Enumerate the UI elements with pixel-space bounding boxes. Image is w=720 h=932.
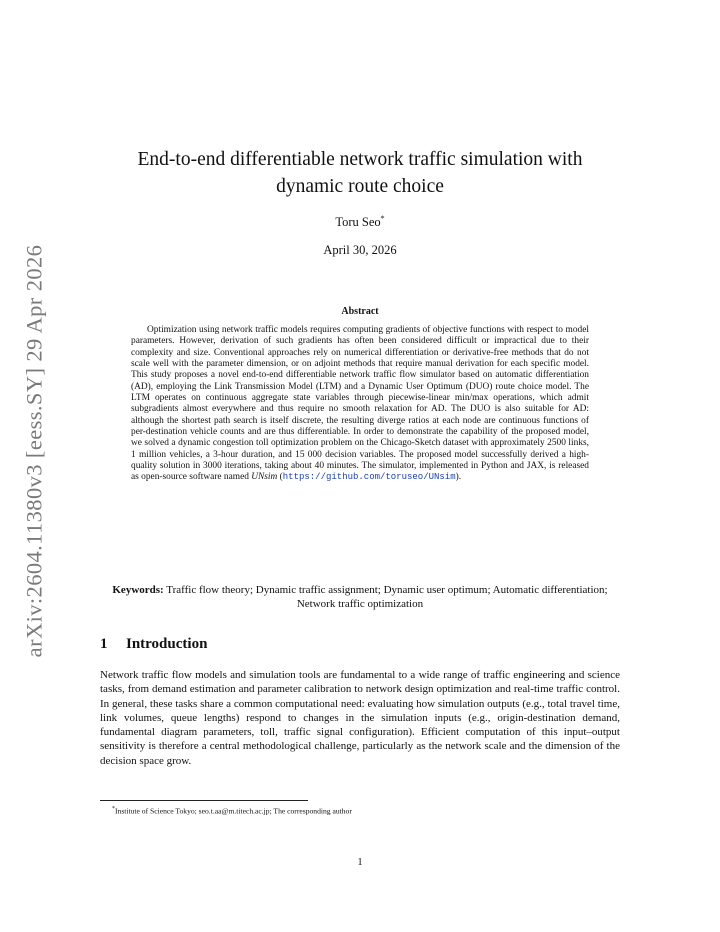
footnote <box>112 806 352 816</box>
footnote-text: Institute of Science Tokyo; seo.t.aa@m.titech.ac.jp; The corresponding author <box>115 806 352 816</box>
paper-date: April 30, 2026 <box>323 243 397 257</box>
abstract-body <box>131 325 589 484</box>
abstract-open-paren: ( <box>277 472 283 483</box>
software-name: UNsim <box>251 472 278 483</box>
paper-title-line-1: End-to-end differentiable network traffic simulation with <box>137 149 583 170</box>
github-link[interactable]: https://github.com/toruseo/UNsim <box>282 472 456 483</box>
section-heading <box>100 636 207 653</box>
introduction-paragraph: Network traffic flow models and simulation tools are fundamental to a wide range of traffic engineering and science tasks, from demand estimation and parameter calibration to network design optimization and real-time traffic control. In general, these tasks share a common computational need: evaluating how simulation outputs (e.g., total travel time, link volumes, queue lengths) respond to changes in the simulation inputs (e.g., origin-destination demand, fundamental diagram parameters, toll, traffic signal configuration). Efficient computation of this input–output sensitivity is therefore a central methodological challenge, particularly as the network scale and the dimension of the decision space grow. <box>100 669 620 767</box>
abstract-heading: Abstract <box>341 306 379 317</box>
author-footnote-mark: * <box>380 214 385 223</box>
keywords-text: Traffic flow theory; Dynamic traffic assignment; Dynamic user optimum; Automatic differentiation; Network traffic optimization <box>166 584 608 610</box>
footnote-mark: * <box>112 806 115 812</box>
footnote-divider <box>100 800 308 801</box>
section-number: 1 <box>100 636 108 652</box>
arxiv-identifier-text: arXiv:2604.11380v3 [eess.SY] 29 Apr 2026 <box>21 244 47 658</box>
paper-title <box>100 146 620 200</box>
section-title: Introduction <box>126 636 208 652</box>
author-name: Toru Seo <box>335 215 381 230</box>
abstract-close-paren: ). <box>455 472 462 483</box>
paper-title-line-2: dynamic route choice <box>276 176 444 197</box>
author-line <box>100 214 620 230</box>
arxiv-identifier-stamp <box>14 246 54 656</box>
keywords-label: Keywords: <box>112 584 164 596</box>
keywords <box>100 583 620 611</box>
page-number: 1 <box>357 857 363 868</box>
abstract-text: Optimization using network traffic models requires computing gradients of objective functions with respect to model parameters. However, derivation of such gradients has often been considered difficult or impractical due to their complexity and size. Conventional approaches rely on numerical differentiation or derivative-free methods that do not scale well with the parameter dimension, or on adjoint methods that require manual derivation for each specific model. This study proposes a novel end-to-end differentiable network traffic flow simulator based on automatic differentiation (AD), employing the Link Transmission Model (LTM) and a Dynamic User Optimum (DUO) route choice model. The LTM operates on continuous aggregate state variables through piecewise-linear min/max operations, which admit subgradients almost everywhere and thus require no smooth relaxation for AD. The DUO is also suitable for AD: although the shortest path search is itself discrete, the resulting diverge ratios at each node are continuous functions of per-destination vehicle counts and are thus differentiable. In order to demonstrate the capability of the proposed model, we solved a dynamic congestion toll optimization problem on the Chicago-Sketch dataset with approximately 2500 links, 1 million vehicles, a 3-hour duration, and 15 000 decision variables. The proposed model successfully derived a high-quality solution in 3000 iterations, taking about 40 minutes. The simulator, implemented in Python and JAX, is released as open-source software named <box>131 325 589 483</box>
